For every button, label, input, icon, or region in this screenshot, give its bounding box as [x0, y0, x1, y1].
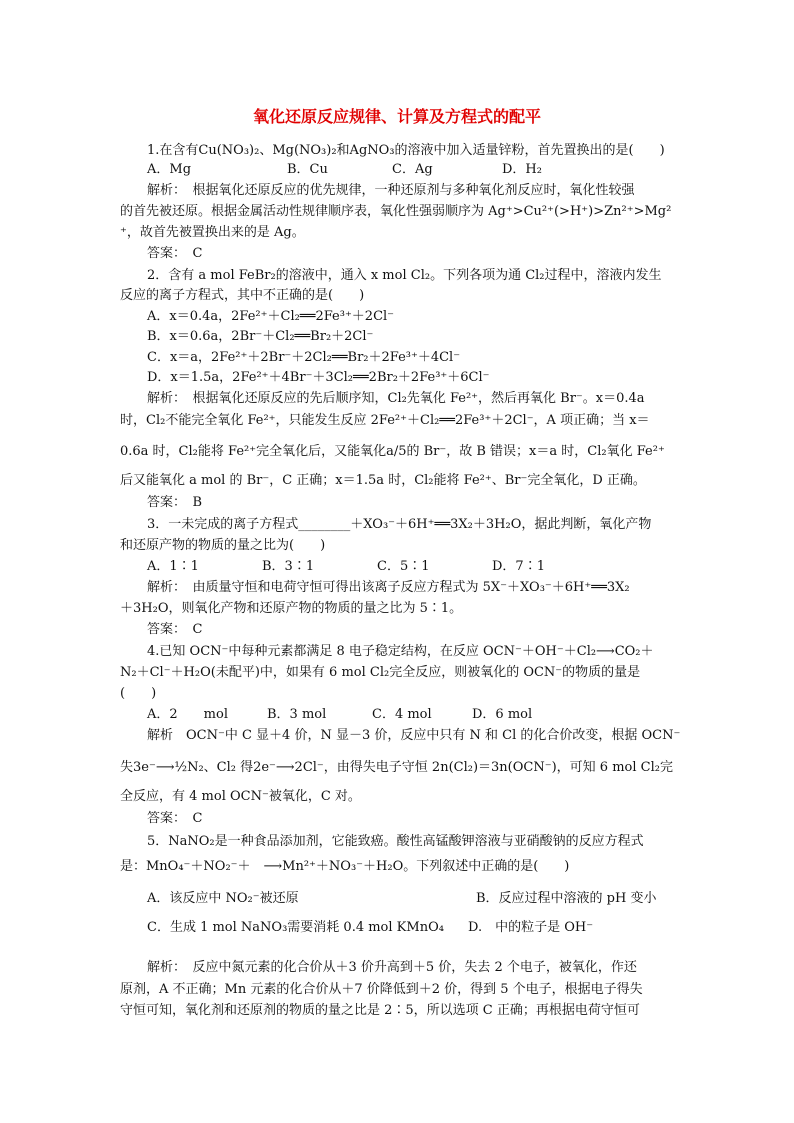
q3-option-d: D．7∶1: [492, 559, 545, 574]
q2-stem-line: 2．含有 a mol FeBr₂的溶液中，通入 x mol Cl₂。下列各项为通 Cl₂过程中，溶液内发生: [147, 268, 662, 283]
q2-analysis-line: 后又能氧化 a mol 的 Br⁻，C 正确；x＝1.5a 时，Cl₂能将 Fe²⁺、Br⁻完全氧化，D 正确。: [120, 473, 646, 488]
q4-analysis-line: 全反应，有 4 mol OCN⁻被氧化，C 对。: [120, 789, 361, 804]
q3-option-b: B．3∶1: [262, 559, 315, 574]
q2-option-b: B．x＝0.6a，2Br⁻＋Cl₂══Br₂＋2Cl⁻: [147, 329, 374, 344]
q3-answer: 答案： C: [147, 622, 203, 637]
q3-stem-line: 和还原产物的物质的量之比为( ): [120, 538, 326, 553]
q5-analysis-line: 原剂，A 不正确；Mn 元素的化合价从＋7 价降低到＋2 价，得到 5 个电子，根据电子得失: [120, 982, 643, 997]
q1-analysis-line: 解析： 根据氧化还原反应的优先规律，一种还原剂与多种氧化剂反应时，氧化性较强: [147, 183, 635, 198]
q2-analysis-line: 时，Cl₂不能完全氧化 Fe²⁺，只能发生反应 2Fe²⁺＋Cl₂══2Fe³⁺＋2Cl⁻，A 项正确；当 x＝: [120, 413, 650, 428]
q5-option-b: B．反应过程中溶液的 pH 变小: [476, 891, 657, 906]
q3-stem-line: 3．一未完成的离子方程式________＋XO₃⁻＋6H⁺══3X₂＋3H₂O，据此判断，氧化产物: [147, 517, 652, 532]
q1-stem: 1.在含有Cu(NO₃)₂、Mg(NO₃)₂和AgNO₃的溶液中加入适量锌粉，首先置换出的是( ): [147, 143, 665, 158]
q2-stem-line: 反应的离子方程式，其中不正确的是( ): [120, 288, 365, 303]
q4-option-b: B．3 mol: [267, 707, 327, 722]
q1-option-d: D．H₂: [502, 162, 542, 177]
q3-option-a: A．1∶1: [147, 559, 199, 574]
q2-analysis-line: 0.6a 时，Cl₂能将 Fe²⁺完全氧化后，又能氧化a/5的 Br⁻，故 B 错误；x＝a 时，Cl₂氧化 Fe²⁺: [120, 444, 665, 459]
q5-stem-line: 5．NaNO₂是一种食品添加剂，它能致癌。酸性高锰酸钾溶液与亚硝酸钠的反应方程式: [147, 834, 644, 849]
q4-analysis-line: 解析 OCN⁻中 C 显＋4 价，N 显－3 价，反应中只有 N 和 Cl 的化合价改变，根据 OCN⁻: [147, 728, 681, 743]
q5-option-a: A．该反应中 NO₂⁻被还原: [147, 891, 299, 906]
q2-option-c: C．x＝a，2Fe²⁺＋2Br⁻＋2Cl₂══Br₂＋2Fe³⁺＋4Cl⁻: [147, 350, 461, 365]
q2-option-a: A．x＝0.4a，2Fe²⁺＋Cl₂══2Fe³⁺＋2Cl⁻: [147, 309, 395, 324]
q4-answer: 答案： C: [147, 811, 203, 826]
q5-option-c: C．生成 1 mol NaNO₃需要消耗 0.4 mol KMnO₄: [147, 920, 444, 935]
q2-analysis-line: 解析： 根据氧化还原反应的先后顺序知，Cl₂先氧化 Fe²⁺，然后再氧化 Br⁻。x＝0.4a: [147, 391, 645, 406]
q4-stem-line: ( ): [120, 686, 157, 701]
q1-option-a: A．Mg: [147, 162, 192, 177]
q3-analysis-line: 解析： 由质量守恒和电荷守恒可得出该离子反应方程式为 5X⁻＋XO₃⁻＋6H⁺══3X₂: [147, 580, 630, 595]
q4-option-d: D．6 mol: [472, 707, 533, 722]
q4-stem-line: 4.已知 OCN⁻中每种元素都满足 8 电子稳定结构，在反应 OCN⁻＋OH⁻＋Cl₂⟶CO₂＋: [147, 644, 654, 659]
q1-option-c: C．Ag: [392, 162, 433, 177]
q4-option-a: A．2 mol: [147, 707, 228, 722]
q4-analysis-line: 失3e⁻⟶½N₂、Cl₂ 得2e⁻⟶2Cl⁻，由得失电子守恒 2n(Cl₂)＝3n(OCN⁻)，可知 6 mol Cl₂完: [120, 760, 673, 775]
q2-answer: 答案： B: [147, 495, 203, 510]
q1-analysis-line: 的首先被还原。根据金属活动性规律顺序表，氧化性强弱顺序为 Ag⁺>Cu²⁺(>H⁺)>Zn²⁺>Mg²: [120, 204, 672, 219]
q5-analysis-line: 守恒可知，氧化剂和还原剂的物质的量之比是 2∶5，所以选项 C 正确；再根据电荷守恒可: [120, 1003, 640, 1018]
q1-option-b: B．Cu: [287, 162, 328, 177]
q5-stem-line: 是：MnO₄⁻＋NO₂⁻＋ ⟶Mn²⁺＋NO₃⁻＋H₂O。下列叙述中正确的是( ): [120, 859, 570, 874]
q3-analysis-line: ＋3H₂O，则氧化产物和还原产物的物质的量之比为 5∶1。: [120, 601, 463, 616]
q3-option-c: C．5∶1: [377, 559, 430, 574]
page-title: 氧化还原反应规律、计算及方程式的配平: [252, 107, 541, 126]
q1-answer: 答案： C: [147, 246, 203, 261]
q2-option-d: D．x＝1.5a，2Fe²⁺＋4Br⁻＋3Cl₂══2Br₂＋2Fe³⁺＋6Cl⁻: [147, 370, 490, 385]
q1-analysis-line: ⁺，故首先被置换出来的是 Ag。: [120, 225, 305, 240]
q4-option-c: C．4 mol: [372, 707, 432, 722]
q5-analysis-line: 解析： 反应中氮元素的化合价从＋3 价升高到＋5 价，失去 2 个电子，被氧化，作还: [147, 960, 637, 975]
q5-option-d: D. 中的粒子是 OH⁻: [468, 920, 594, 935]
q4-stem-line: N₂＋Cl⁻＋H₂O(未配平)中，如果有 6 mol Cl₂完全反应，则被氧化的 OCN⁻的物质的量是: [120, 665, 641, 680]
